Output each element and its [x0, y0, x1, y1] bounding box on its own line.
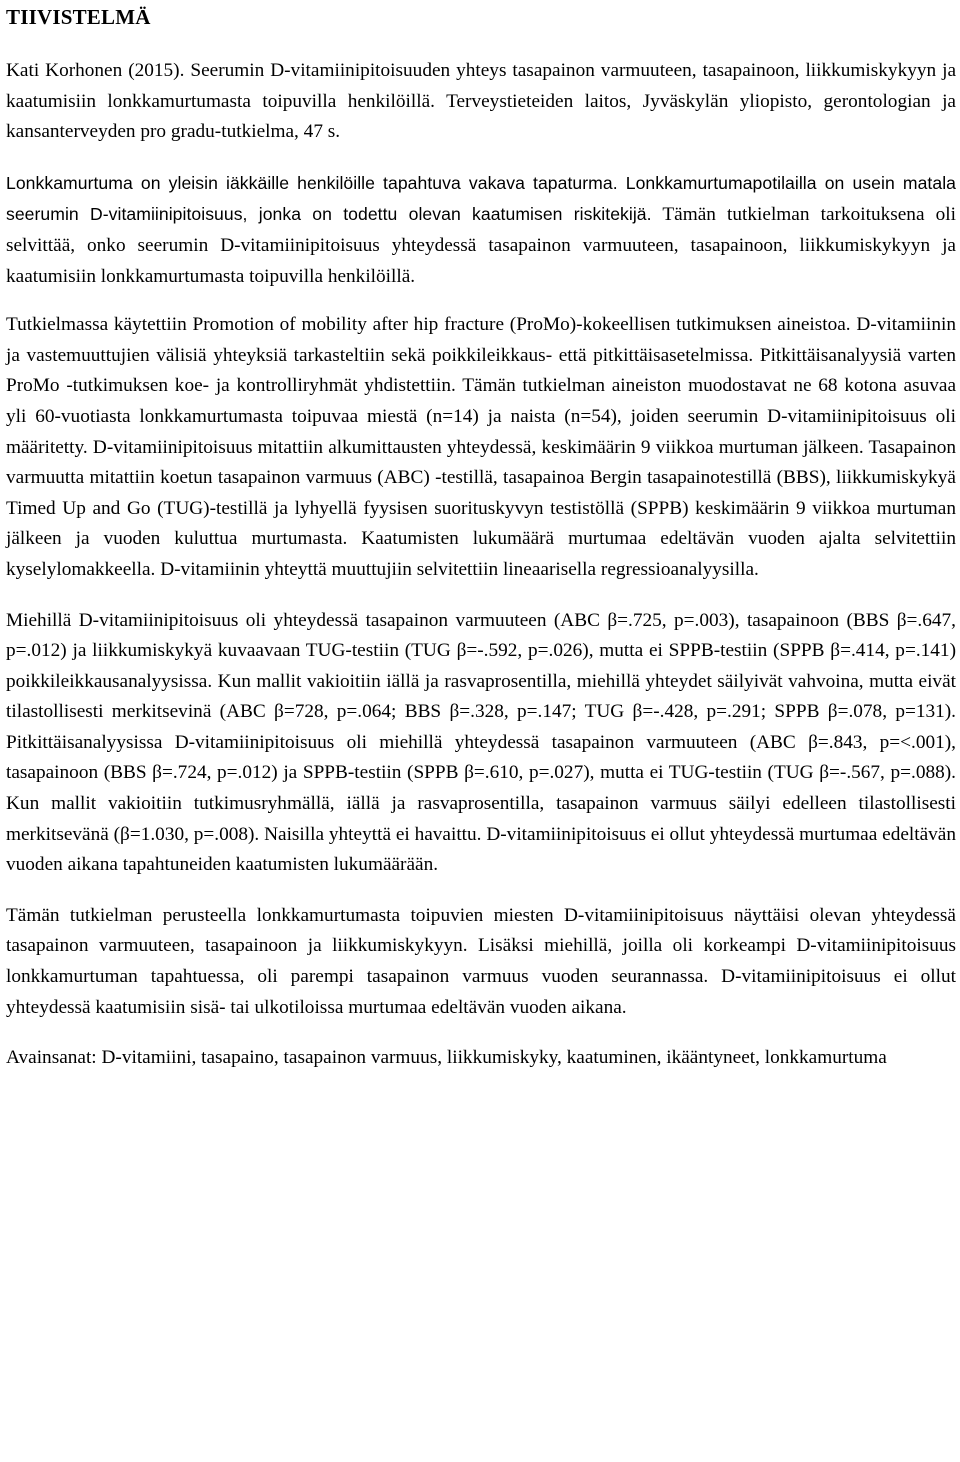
conclusion-paragraph: Tämän tutkielman perusteella lonkkamurtumasta toipuvien miesten D-vitamiinipitoisuus näyttäisi olevan yhteydessä tasapainon varmuuteen, tasapainoon ja liikkumiskykyyn. Lisäksi miehillä, joilla oli korkeampi D-vitamiinipitoisuus lonkkamurtuman tapahtuessa, oli parempi tasapainon varmuus vuoden seurannassa. D-vitamiinipitoisuus ei ollut yhteydessä kaatumisiin sisä- tai ulkotiloissa murtumaa edeltävän vuoden aikana.	[6, 904, 956, 1018]
results-paragraph: Miehillä D-vitamiinipitoisuus oli yhteydessä tasapainon varmuuteen (ABC β=.725, p=.003), tasapainoon (BBS β=.647, p=.012) ja liikkumiskykyä kuvaavaan TUG-testiin (TUG β=-.592, p=.026), mutta ei SPPB-testiin (SPPB β=.414, p=.141) poikkileikkausanalyysissa. Kun mallit vakioitiin iällä ja rasvaprosentilla, miehillä yhteydet säilyivät vahvoina, mutta eivät tilastollisesti merkitsevinä (ABC β=728, p=.064; BBS β=.328, p=.147; TUG β=-.428, p=.291; SPPB β=.078, p=131). Pitkittäisanalyysissa D-vitamiinipitoisuus oli miehillä yhteydessä tasapainon varmuuteen (ABC β=.843, p=<.001), tasapainoon (BBS β=.724, p=.012) ja SPPB-testiin (SPPB β=.610, p=.027), mutta ei TUG-testiin (TUG β=-.567, p=.088). Kun mallit vakioitiin tutkimusryhmällä, iällä ja rasvaprosentilla, tasapainon varmuus säilyi edelleen tilastollisesti merkitsevänä (β=1.030, p=.008). Naisilla yhteyttä ei havaittu. D-vitamiinipitoisuus ei ollut yhteydessä murtumaa edeltävän vuoden aikana tapahtuneiden kaatumisten lukumäärään.	[6, 609, 956, 876]
abstract-page	[6, 0, 956, 1074]
citation-paragraph: Kati Korhonen (2015). Seerumin D-vitamiinipitoisuuden yhteys tasapainon varmuuteen, tasapainoon, liikkumiskykyyn ja kaatumisiin lonkkamurtumasta toipuvilla henkilöillä. Terveystieteiden laitos, Jyväskylän yliopisto, gerontologian ja kansanterveyden pro gradu-tutkielma, 47 s.	[6, 60, 956, 143]
intro-sentence-aim: Tämän tutkielman tarkoituksena oli selvittää, onko seerumin D-vitamiinipitoisuus yhteydessä tasapainon varmuuteen, tasapainoon, liikkumiskykyyn ja kaatumisiin lonkkamurtumasta toipuvilla henkilöillä.	[6, 204, 956, 287]
intro-paragraph	[6, 168, 956, 292]
intro-sentence-sans: Lonkkamurtuma on yleisin iäkkäille henkilöille tapahtuva vakava tapaturma. Lonkkamurtumapotilailla on usein matala seerumin D-vitamiinipitoisuus, jonka on todettu olevan kaatumisen riskitekijä.	[6, 172, 956, 225]
page-title: TIIVISTELMÄ	[6, 5, 151, 29]
keywords-paragraph: Avainsanat: D-vitamiini, tasapaino, tasapainon varmuus, liikkumiskyky, kaatuminen, ikääntyneet, lonkkamurtuma	[6, 1047, 887, 1069]
methods-paragraph: Tutkielmassa käytettiin Promotion of mobility after hip fracture (ProMo)-kokeellisen tutkimuksen aineistoa. D-vitamiinin ja vastemuuttujien välisiä yhteyksiä tarkasteltiin sekä poikkileikkaus- että pitkittäisasetelmissa. Pitkittäisanalyysiä varten ProMo -tutkimuksen koe- ja kontrolliryhmät yhdistettiin. Tämän tutkielman aineiston muodostavat ne 68 kotona asuvaa yli 60-vuotiasta lonkkamurtumasta toipuvaa miestä (n=14) ja naista (n=54), joiden seerumin D-vitamiinipitoisuus oli määritetty. D-vitamiinipitoisuus mitattiin alkumittausten yhteydessä, keskimäärin 9 viikkoa murtuman jälkeen. Tasapainon varmuutta mitattiin koetun tasapainon varmuus (ABC) -testillä, tasapainoa Bergin tasapainotestillä (BBS), liikkumiskykyä Timed Up and Go (TUG)-testillä ja lyhyellä fyysisen suorituskyvyn testistöllä (SPPB) keskimäärin 9 viikkoa murtuman jälkeen ja vuoden kuluttua murtumasta. Kaatumisten lukumäärä murtumaa edeltävän vuoden ajalta selvitettiin kyselylomakkeella. D-vitamiinin yhteyttä muuttujiin selvitettiin lineaarisella regressioanalyysilla.	[6, 314, 956, 580]
